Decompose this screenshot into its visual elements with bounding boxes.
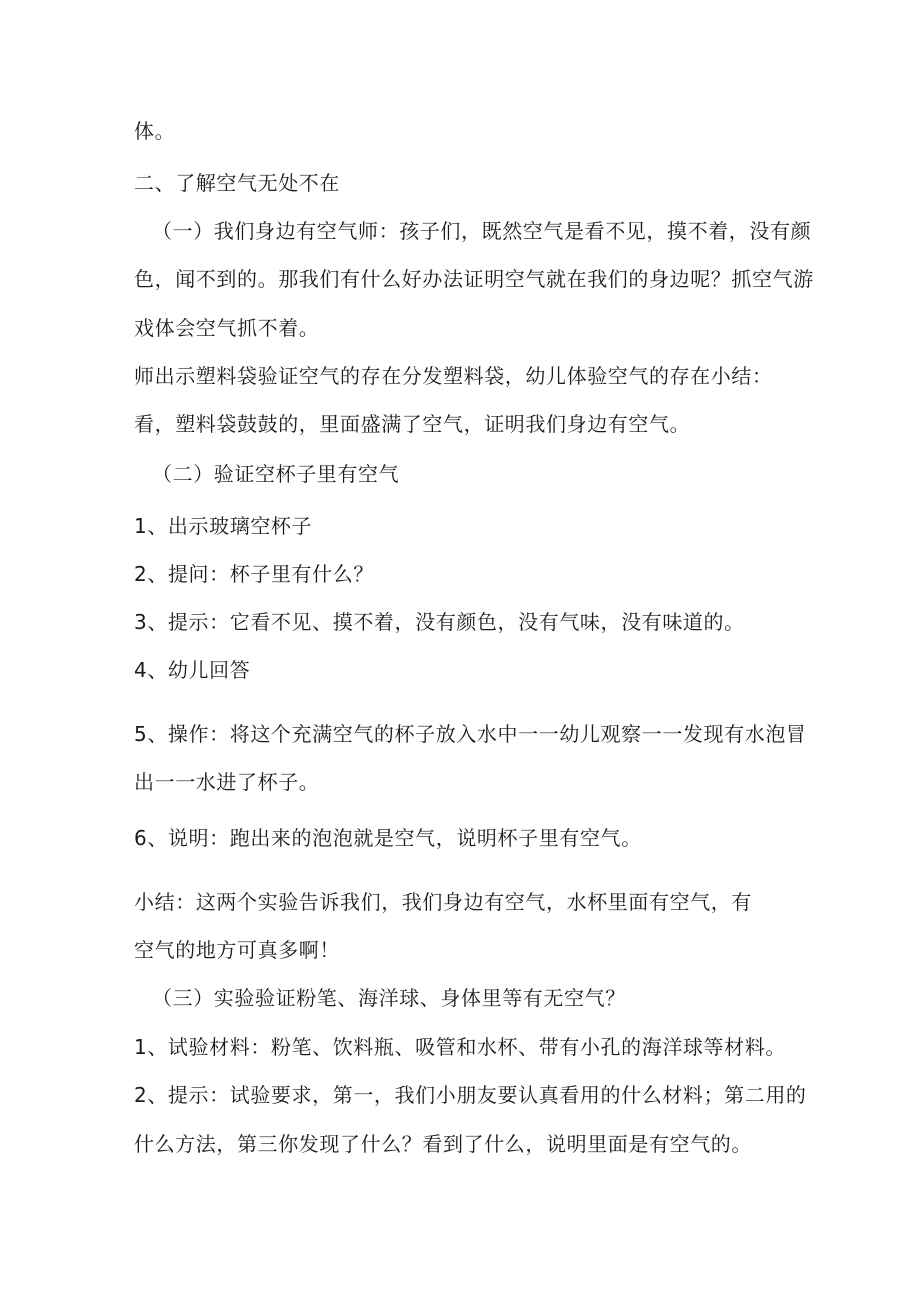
list-item: 6、说明：跑出来的泡泡就是空气，说明杯子里有空气。: [134, 826, 642, 850]
summary-text: 小结：这两个实验告诉我们，我们身边有空气，水杯里面有空气，有: [134, 890, 752, 914]
subsection-heading: （一）我们身边有空气师：孩子们，既然空气是看不见，摸不着，没有颜: [152, 219, 812, 243]
section-heading: 二、了解空气无处不在: [134, 171, 340, 195]
list-item: 1、出示玻璃空杯子: [134, 514, 313, 538]
text-line: 体。: [134, 119, 176, 143]
summary-text: 空气的地方可真多啊！: [134, 938, 340, 962]
list-item: 2、提示：试验要求，第一，我们小朋友要认真看用的什么材料；第二用的: [134, 1083, 807, 1107]
text-line: 色，闻不到的。那我们有什么好办法证明空气就在我们的身边呢？抓空气游: [134, 267, 814, 291]
text-line: 师出示塑料袋验证空气的存在分发塑料袋，幼儿体验空气的存在小结：: [134, 364, 773, 388]
list-item: 5、操作：将这个充满空气的杯子放入水中一一幼儿观察一一发现有水泡冒: [134, 722, 807, 746]
text-line: 什么方法，第三你发现了什么？看到了什么，说明里面是有空气的。: [134, 1132, 752, 1156]
list-item: 1、试验材料：粉笔、饮料瓶、吸管和水杯、带有小孔的海洋球等材料。: [134, 1035, 786, 1059]
text-line: 出一一水进了杯子。: [134, 770, 320, 794]
text-line: 看，塑料袋鼓鼓的，里面盛满了空气，证明我们身边有空气。: [134, 412, 691, 436]
subsection-heading: （二）验证空杯子里有空气: [152, 462, 400, 486]
subsection-heading: （三）实验验证粉笔、海洋球、身体里等有无空气？: [152, 986, 626, 1010]
list-item: 3、提示：它看不见、摸不着，没有颜色，没有气味，没有味道的。: [134, 610, 745, 634]
list-item: 4、幼儿回答: [134, 658, 251, 682]
text-line: 戏体会空气抓不着。: [134, 316, 320, 340]
list-item: 2、提问：杯子里有什么？: [134, 562, 374, 586]
